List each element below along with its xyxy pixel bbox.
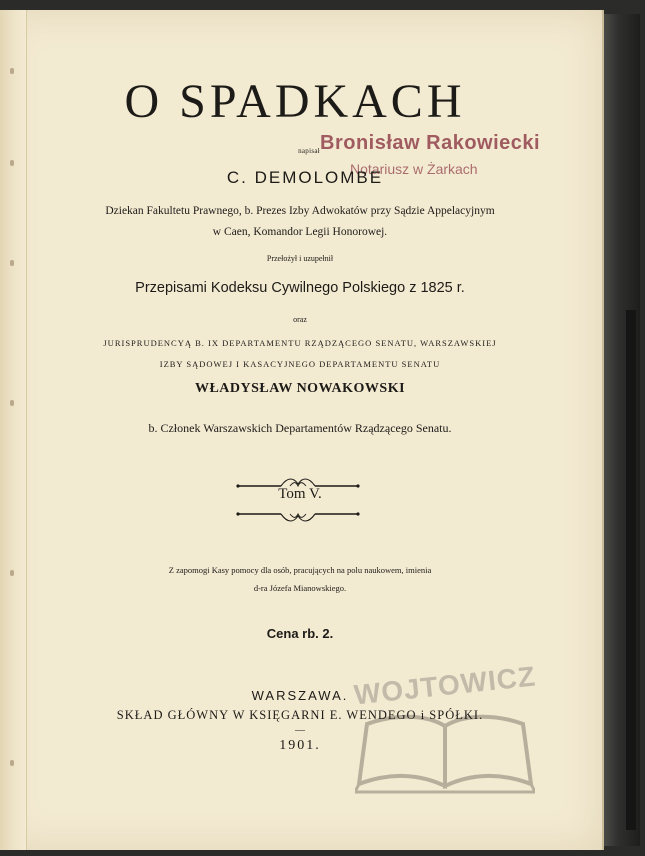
author-name: C. DEMOLOMBE: [226, 168, 384, 187]
author-description-line2: w Caen, Komandor Legii Honorowej.: [212, 226, 388, 238]
stamp-owner-name: Bronisław Rakowiecki: [320, 132, 541, 154]
publication-city: WARSZAWA.: [251, 688, 349, 703]
author-description-line1: Dziekan Fakultetu Prawnego, b. Prezes Izby Adwokatów przy Sądzie Appelacyjnym: [105, 205, 495, 217]
book-cover-trim: [626, 310, 636, 830]
translator-name: WŁADYSŁAW NOWAKOWSKI: [194, 381, 406, 396]
binding-stitch: [10, 570, 14, 576]
page-binding: [0, 10, 27, 850]
translator-role: b. Członek Warszawskich Departamentów Rządzącego Senatu.: [148, 421, 452, 435]
jurisprudence-line1: JURISPRUDENCYĄ B. IX DEPARTAMENTU RZĄDZĄCEGO SENATU, WARSZAWSKIEJ: [103, 338, 497, 348]
funding-note-line2: d-ra Józefa Mianowskiego.: [253, 583, 347, 593]
binding-stitch: [10, 760, 14, 766]
binding-stitch: [10, 260, 14, 266]
binding-stitch: [10, 400, 14, 406]
binding-stitch: [10, 160, 14, 166]
watermark: [335, 660, 555, 800]
translator-prefix: Przełożył i uzupełnił: [266, 254, 334, 263]
separator-dash: —: [295, 725, 305, 736]
conjunction: oraz: [293, 315, 307, 324]
stamp-office: Notariusz w Żarkach: [350, 161, 478, 177]
volume-label: Tom V.: [278, 486, 322, 502]
jurisprudence-line2: IZBY SĄDOWEJ I KASACYJNEGO DEPARTAMENTU SENATU: [159, 359, 441, 369]
price-label: Cena rb. 2.: [266, 626, 334, 641]
watermark-text: WOJTOWICZ: [352, 660, 538, 711]
ornament-bottom: [236, 508, 360, 526]
publisher: SKŁAD GŁÓWNY W KSIĘGARNI E. WENDEGO i SPÓŁKI.: [116, 708, 484, 722]
code-reference: Przepisami Kodeksu Cywilnego Polskiego z 1825 r.: [135, 280, 465, 296]
book-title: O SPADKACH: [124, 75, 466, 128]
publication-year: 1901.: [279, 738, 321, 753]
author-prefix: napisał: [298, 147, 320, 155]
funding-note-line1: Z zapomogi Kasy pomocy dla osób, pracujących na polu naukowem, imienia: [168, 565, 432, 575]
